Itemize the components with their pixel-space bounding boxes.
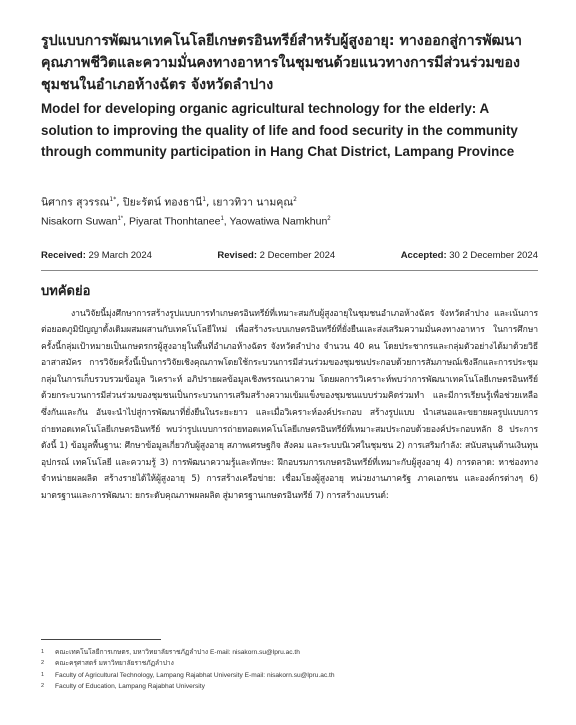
title-english: Model for developing organic agricultural technology for the elderly: A solution to improving the quality of life and food security in the community through community participation in Hang Chat District, Lampang Province (41, 101, 518, 159)
abstract-heading: บทคัดย่อ (41, 283, 91, 299)
author-name: เยาวทิวา นามคุณ (212, 196, 294, 208)
footnote-item: 2 Faculty of Education, Lampang Rajabhat University (41, 682, 205, 690)
accepted-date: Accepted: 30 2 December 2024 (400, 249, 538, 261)
paper-header (41, 30, 538, 505)
authors-english: Nisakorn Suwan$^{1*}$, Piyarat Thonhtanee$^1$, Yaowatiwa Namkhun$^2$ (41, 215, 331, 228)
footnote-item: 1 Faculty of Agricultural Technology, Lampang Rajabhat University E-mail: nisakorn.su@lpru.ac.th (41, 671, 335, 679)
author-name: Yaowatiwa Namkhun (229, 215, 328, 228)
abstract-text: งานวิจัยนี้มุ่งศึกษาการสร้างรูปแบบการทำเกษตรอินทรีย์ที่เหมาะสมกับผู้สูงอายุในชุมชนอำเภอห้างฉัตร จังหวัดลำปาง และเน้นการต่อยอดภูมิปัญญาดั้งเดิมผสมผสานกับเทคโนโลยีใหม่ เพื่อสร้างระบบเกษตรอินทรีย์ที่ยั่งยืนและส่งเสริมความมั่นคงทางอาหาร ในการศึกษาครั้งนี้กลุ่มเป้าหมายเป็นเกษตรกรผู้สูงอายุในพื้นที่อำเภอห้างฉัตร จังหวัดลำปาง จำนวน 40 คน โดยประชากรและกลุ่มตัวอย่างได้มาด้วยวิธีอาสาสมัคร การวิจัยครั้งนี้เป็นการวิจัยเชิงคุณภาพโดยใช้กระบวนการมีส่วนร่วมของชุมชนประกอบด้วยการสัมภาษณ์เชิงลึกและการประชุมกลุ่มในการเก็บรวบรวมข้อมูล วิเคราะห์ อภิปรายผลข้อมูลเชิงพรรณนาความ โดยผลการวิเคราะห์พบว่าการพัฒนาเทคโนโลยีเกษตรอินทรีย์ด้วยกระบวนการมีส่วนร่วมของชุมชนเป็นกระบวนการเสริมสร้างความเข้มแข็งของชุมชนแบบร่วมคิดร่วมทำ และมีการเรียนรู้เพื่อช่วยเหลือซึ่งกันและกัน อันจะนำไปสู่การพัฒนาที่ยั่งยืนในระยะยาว และเมื่อวิเคราะห์องค์ประกอบ สร้างรูปแบบ นำเสนอและขยายผลรูปแบบการถ่ายทอดเทคโนโลยีเกษตรอินทรีย์ พบว่ารูปแบบการถ่ายทอดเทคโนโลยีเกษตรอินทรีย์ที่เหมาะสมประกอบด้วยองค์ประกอบหลัก 8 ประการ ดังนี้ 1) ข้อมูลพื้นฐาน: ศึกษาข้อมูลเกี่ยวกับผู้สูงอายุ สภาพเศรษฐกิจ สังคม และระบบนิเวศในชุมชน 2) การเสริมกำลัง: สนับสนุนด้านเงินทุน อุปกรณ์ เทคโนโลยี และความรู้ 3) การพัฒนาความรู้และทักษะ: ฝึกอบรมการเกษตรอินทรีย์ที่เหมาะกับผู้สูงอายุ 4) การตลาด: หาช่องทางจำหน่ายผลผลิต สร้างรายได้ให้ผู้สูงอายุ 5) การสร้างเครือข่าย: เชื่อมโยงผู้สูงอายุ หน่วยงานภาครัฐ ภาคเอกชน และองค์กรต่างๆ 6) มาตรฐานและการพัฒนา: ยกระดับคุณภาพผลผลิต สู่มาตรฐานเกษตรอินทรีย์ 7) การสร้างแบรนด์: (41, 308, 538, 502)
author-affiliation-mark: 1* (109, 195, 117, 203)
author-name: ปิยะรัตน์ ทองธานี (122, 196, 203, 208)
author-name: Nisakorn Suwan (41, 215, 118, 228)
footnotes (41, 647, 538, 692)
received-date: Received: 29 March 2024 (41, 249, 152, 261)
author-name: นิศากร สุวรรณ (41, 196, 110, 208)
submission-dates (41, 250, 538, 271)
title-thai: รูปแบบการพัฒนาเทคโนโลยีเกษตรอินทรีย์สำหรับผู้สูงอายุ: ทางออกสู่การพัฒนาคุณภาพชีวิตและความมั่นคงทางอาหารในชุมชนด้วยแนวทางการมีส่วนร่วมของชุมชนในอำเภอห้างฉัตร จังหวัดลำปาง (41, 33, 523, 93)
author-affiliation-mark: 1* (117, 216, 124, 222)
authors-thai: นิศากร สุวรรณ$^{1*}$, ปิยะรัตน์ ทองธานี$^1$, เยาวทิวา นามคุณ$^2$ (41, 195, 297, 208)
footnote-divider (41, 639, 161, 640)
author-affiliation-mark: 2 (327, 216, 331, 222)
footnote-item: 1 คณะเทคโนโลยีการเกษตร, มหาวิทยาลัยราชภัฏลำปาง E-mail: nisakorn.su@lpru.ac.th (41, 649, 300, 656)
author-affiliation-mark: 2 (293, 195, 297, 203)
revised-date: Revised: 2 December 2024 (217, 249, 336, 261)
author-name: Piyarat Thonhtanee (128, 215, 221, 228)
author-affiliation-mark: 1 (220, 216, 224, 222)
author-affiliation-mark: 1 (202, 195, 207, 203)
footnote-item: 2 คณะครุศาสตร์ มหาวิทยาลัยราชภัฏลำปาง (41, 660, 174, 668)
